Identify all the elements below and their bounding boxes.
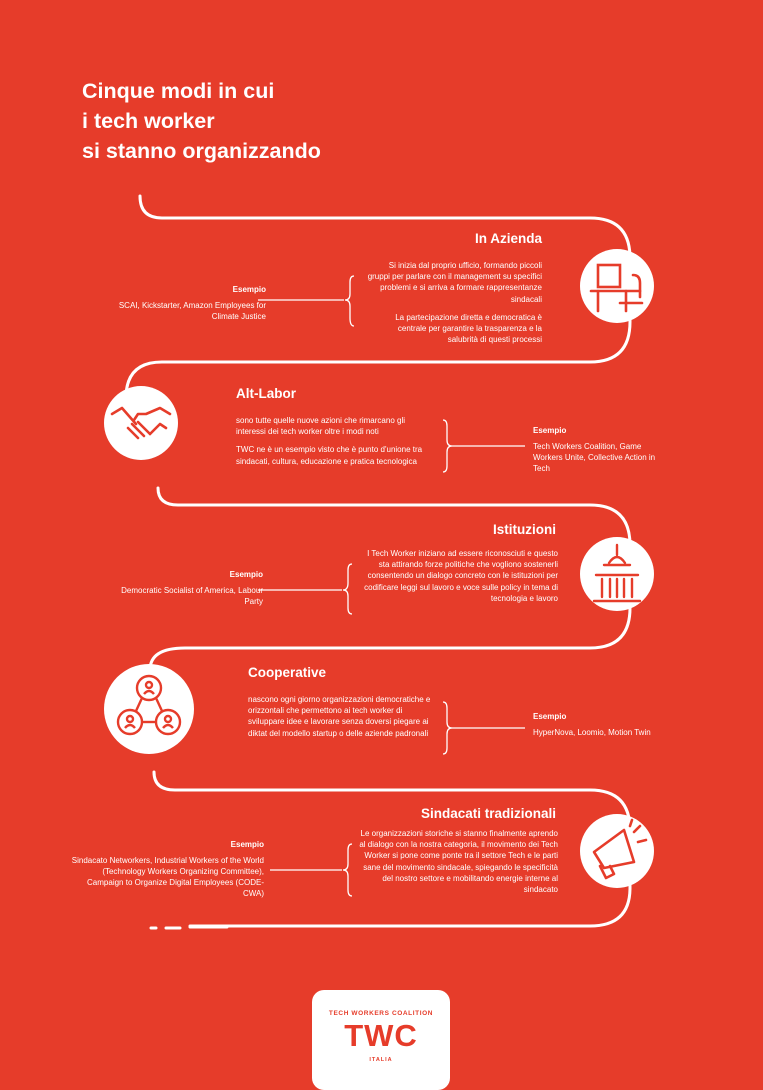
megaphone-icon [578,812,656,890]
example-label: Esempio [533,426,567,435]
example-alt-labor [533,426,673,474]
section-text-in-azienda [367,260,542,352]
section-text-alt-labor [236,415,436,474]
section-title-sindacati: Sindacati tradizionali [420,806,556,821]
section-title-in-azienda: In Azienda [474,231,542,246]
section-text-istituzioni [360,548,558,611]
example-label: Esempio [229,570,263,579]
example-text: SCAI, Kickstarter, Amazon Employees for Climate Justice [118,301,266,321]
office-desk-icon [578,247,656,325]
example-label: Esempio [230,840,264,849]
handshake-icon [102,384,180,462]
example-text: HyperNova, Loomio, Motion Twin [533,728,651,737]
paragraph: La partecipazione diretta e democratica è centrale per garantire la trasparenza e la salubrità di questi processi [395,312,542,345]
paragraph: Si inizia dal proprio ufficio, formando piccoli gruppi per parlare con il management su specifici problemi e si arriva a formare rappresentanze sindacali [367,261,542,304]
title-line-3: si stanno organizzando [82,139,321,163]
paragraph: Le organizzazioni storiche si stanno finalmente aprendo al dialogo con la nostra categoria, il movimento dei Tech Worker si pone come ponte tra il settore Tech e le parti sane del movimento sindacale, spiegando le specificità del nostro settore e mobilitando energie interne al sindacato [359,829,558,895]
section-text-sindacati [358,828,558,902]
paragraph: sono tutte quelle nuove azioni che rimarcano gli interessi dei tech worker oltre i modi noti [236,416,405,437]
page-title [82,76,482,166]
logo-main-text: TWC [344,1018,418,1053]
section-title-alt-labor: Alt-Labor [236,386,296,401]
section-title-cooperative: Cooperative [248,665,327,680]
logo-top-text: TECH WORKERS COALITION [328,1010,434,1017]
example-label: Esempio [232,285,266,294]
example-text: Sindacato Networkers, Industrial Workers of the World (Technology Workers Organizing Committee), Campaign to Organize Digital Employees (CODE-CWA) [71,856,264,898]
example-text: Tech Workers Coalition, Game Workers Unite, Collective Action in Tech [533,442,656,473]
paragraph: nascono ogni giorno organizzazioni democratiche e orizzontali che permettono ai tech worker di sviluppare idee e lavorare senza doversi piegare ai diktat del modello startup o delle aziende padronali [248,695,431,738]
capitol-building-icon [578,535,656,613]
title-line-1: Cinque modi in cui [82,79,275,103]
people-network-icon [102,662,196,756]
example-text: Democratic Socialist of America, Labour Party [121,586,263,606]
paragraph: I Tech Worker iniziano ad essere riconosciuti e questo sta attirando forze politiche che vogliono sostenerli consentendo un dialogo concreto con le istituzioni per codificare leggi sul lavoro e voce sulle policy in tema di tecnologia e lavoro [364,549,558,603]
logo-bottom-text: ITALIA [369,1057,393,1063]
example-sindacati [70,840,264,899]
twc-logo [312,990,450,1090]
example-label: Esempio [533,712,567,721]
example-cooperative [533,712,653,738]
example-istituzioni [110,570,263,607]
example-in-azienda [100,285,266,322]
paragraph: TWC ne è un esempio visto che è punto d'unione tra sindacati, cultura, educazione e pratica tecnologica [236,445,423,466]
title-line-2: i tech worker [82,109,215,133]
section-text-cooperative [248,694,436,746]
section-title-istituzioni: Istituzioni [493,522,556,537]
